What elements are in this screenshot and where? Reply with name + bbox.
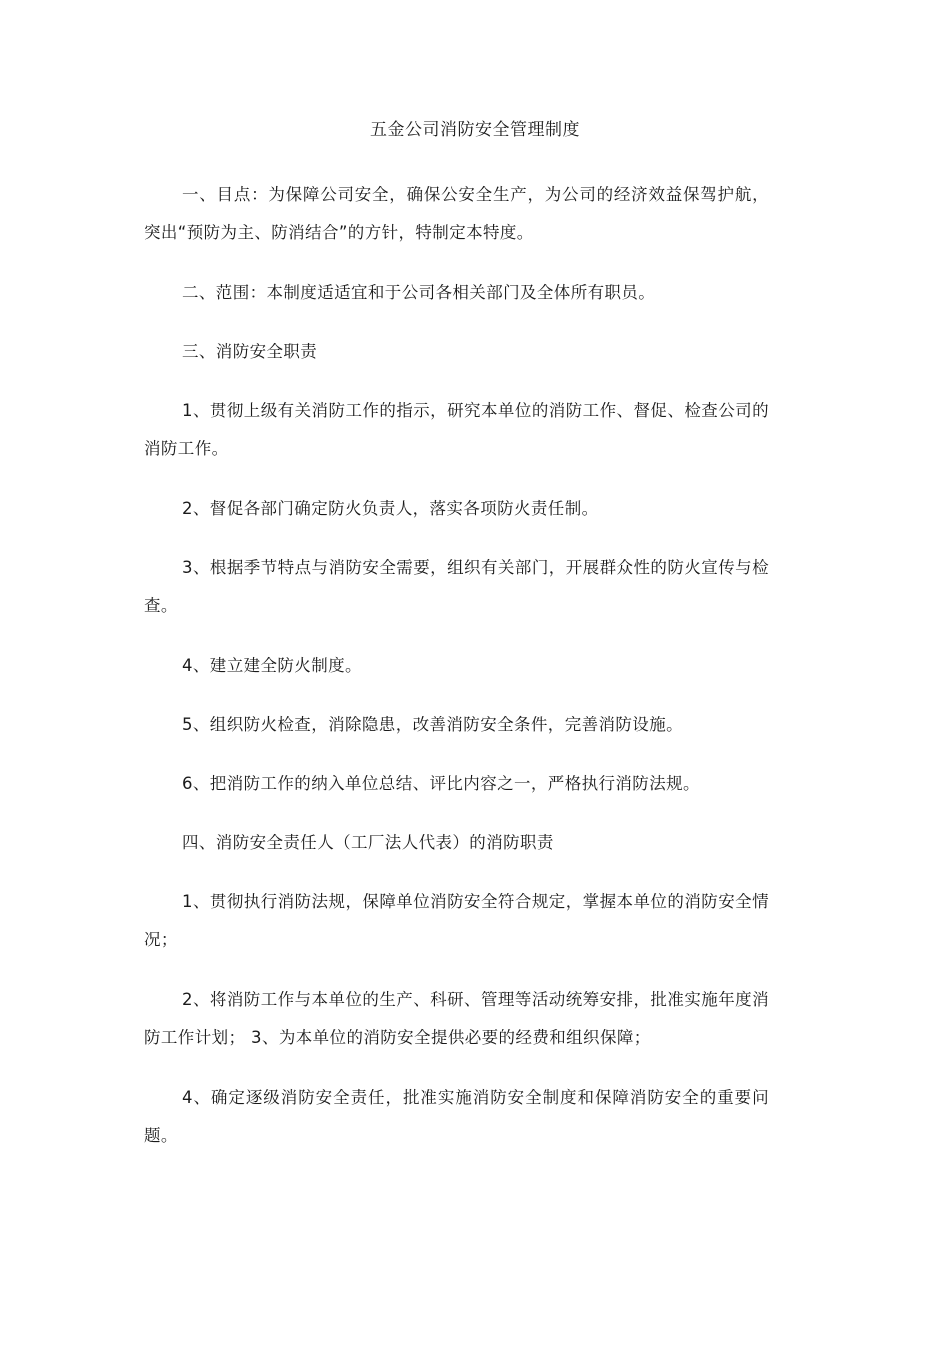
paragraph-responsibility-1: 1、贯彻执行消防法规，保障单位消防安全符合规定，掌握本单位的消防安全情况； xyxy=(144,892,769,949)
paragraph-duty-1: 1、贯彻上级有关消防工作的指示，研究本单位的消防工作、督促、检查公司的消防工作。 xyxy=(144,401,769,458)
document-body xyxy=(144,176,769,1177)
paragraph-duty-2: 2、督促各部门确定防火负责人，落实各项防火责任制。 xyxy=(182,499,599,518)
paragraph-duty-4: 4、建立建全防火制度。 xyxy=(182,656,362,675)
paragraph-scope: 二、范围：本制度适适宜和于公司各相关部门及全体所有职员。 xyxy=(182,283,656,302)
section-heading-duties: 三、消防安全职责 xyxy=(182,342,318,361)
paragraph-duty-6: 6、把消防工作的纳入单位总结、评比内容之一，严格执行消防法规。 xyxy=(182,774,700,793)
paragraph-duty-5: 5、组织防火检查，消除隐患，改善消防安全条件，完善消防设施。 xyxy=(182,715,683,734)
paragraph-duty-3: 3、根据季节特点与消防安全需要，组织有关部门，开展群众性的防火宣传与检查。 xyxy=(144,558,769,615)
document-title: 五金公司消防安全管理制度 xyxy=(370,120,580,140)
paragraph-responsibility-2-3: 2、将消防工作与本单位的生产、科研、管理等活动统筹安排，批准实施年度消防工作计划； 3、为本单位的消防安全提供必要的经费和组织保障； xyxy=(144,990,769,1047)
section-heading-responsible-person: 四、消防安全责任人（工厂法人代表）的消防职责 xyxy=(182,833,554,852)
paragraph-responsibility-4: 4、确定逐级消防安全责任，批准实施消防安全制度和保障消防安全的重要问题。 xyxy=(144,1088,769,1145)
paragraph-purpose: 一、目点：为保障公司安全，确保公安全生产，为公司的经济效益保驾护航，突出“预防为主、防消结合”的方针，特制定本特度。 xyxy=(144,185,769,242)
